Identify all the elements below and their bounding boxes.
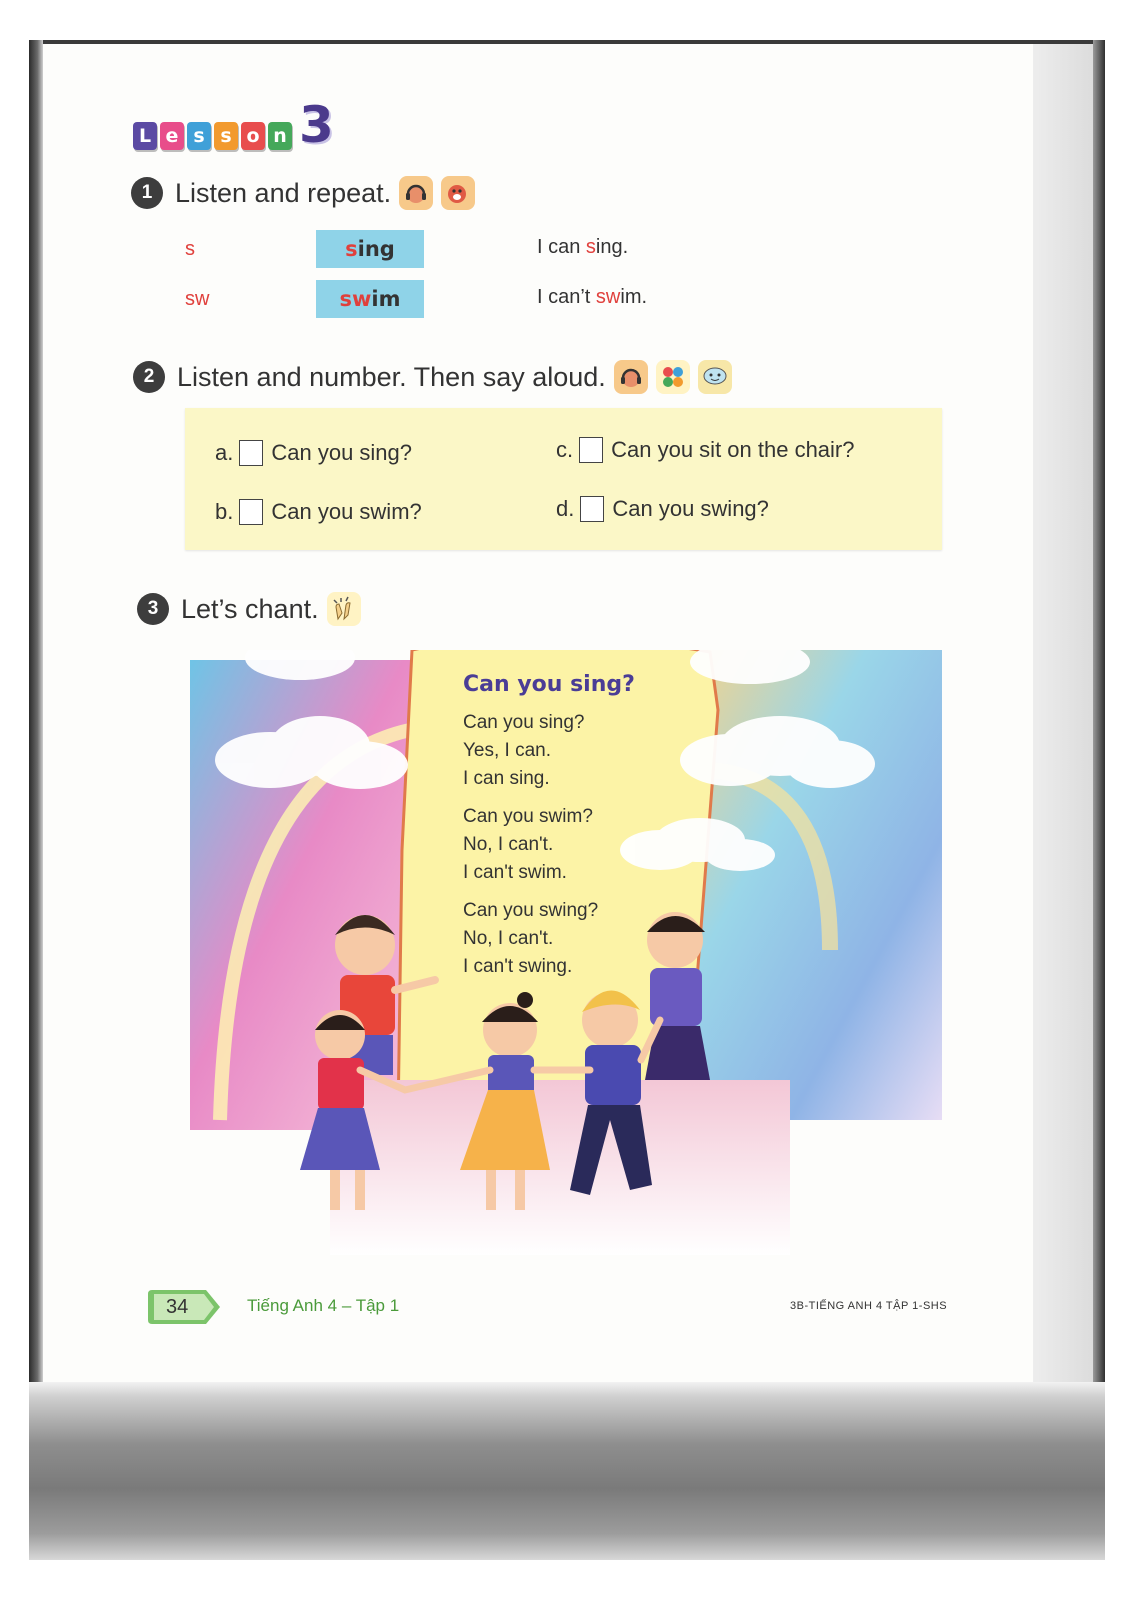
answer-checkbox[interactable]	[579, 437, 603, 463]
question-box	[185, 408, 942, 550]
speaking-icon	[441, 176, 475, 210]
chant-line: I can't swim.	[463, 862, 567, 883]
page-number: 34	[166, 1296, 189, 1318]
question-text: Can you swim?	[271, 499, 422, 524]
chant-stanza	[463, 897, 693, 981]
lesson-letter-tile: e	[160, 122, 184, 150]
chant-line: No, I can't.	[463, 834, 554, 855]
chant-stanza	[463, 709, 693, 793]
headphones-icon	[399, 176, 433, 210]
headphones-icon	[614, 360, 648, 394]
phonics-sound: sw	[185, 288, 210, 310]
answer-checkbox[interactable]	[580, 496, 604, 522]
answer-checkbox[interactable]	[239, 499, 263, 525]
question-text: Can you sing?	[271, 440, 413, 465]
phonics-sentence	[537, 286, 647, 309]
lesson-letter-tile: s	[214, 122, 238, 150]
section-number: 3	[137, 593, 169, 625]
word-highlight: sw	[339, 287, 372, 311]
sentence-highlight: sw	[595, 286, 621, 308]
sentence-end: im.	[620, 286, 648, 308]
phonics-word	[316, 280, 424, 318]
scan-border-left	[29, 40, 43, 1560]
numbers-icon	[656, 360, 690, 394]
question-item	[556, 437, 855, 463]
print-code: 3B-TIẾNG ANH 4 TẬP 1-SHS	[790, 1300, 948, 1312]
sky-right	[690, 650, 942, 1120]
section-title: Let’s chant.	[181, 593, 319, 624]
sentence-start: I can’t	[537, 286, 596, 308]
lesson-title	[133, 96, 334, 154]
lesson-number: 3	[299, 96, 334, 154]
section-number: 1	[131, 177, 163, 209]
phonics-sentence	[537, 236, 628, 259]
page-edge	[1033, 44, 1093, 1382]
phonics-sound: s	[185, 238, 195, 260]
question-item	[215, 440, 412, 466]
sentence-highlight: s	[585, 236, 596, 258]
phonics-word	[316, 230, 424, 268]
question-item	[556, 496, 769, 522]
chant-line: Yes, I can.	[463, 740, 552, 761]
chant-line: Can you swim?	[463, 806, 593, 827]
question-text: Can you swing?	[612, 496, 769, 521]
question-text: Can you sit on the chair?	[611, 437, 855, 462]
section-lets-chant	[137, 592, 361, 626]
chant-text	[463, 672, 693, 991]
lesson-letter-tile: o	[241, 122, 265, 150]
section-title: Listen and number. Then say aloud.	[177, 361, 606, 392]
chant-line: Can you sing?	[463, 712, 585, 733]
section-title: Listen and repeat.	[175, 177, 392, 208]
sentence-start: I can	[537, 236, 586, 258]
lesson-letter-tile: s	[187, 122, 211, 150]
book-title: Tiếng Anh 4 – Tập 1	[247, 1296, 400, 1315]
chant-line: No, I can't.	[463, 928, 554, 949]
question-letter: d.	[556, 496, 575, 521]
scan-border-right	[1093, 40, 1105, 1560]
question-letter: c.	[556, 437, 574, 462]
sentence-end: ing.	[595, 236, 629, 258]
chant-stanza	[463, 803, 693, 887]
lesson-letter-tile: n	[268, 122, 292, 150]
phonics-row	[185, 280, 885, 320]
section-listen-number	[133, 360, 732, 394]
word-highlight: s	[345, 237, 358, 261]
question-letter: b.	[215, 499, 234, 524]
question-letter: a.	[215, 440, 234, 465]
scan-shadow-bottom	[29, 1382, 1105, 1560]
lesson-letter-tile: L	[133, 122, 157, 150]
word-rest: im	[371, 287, 401, 311]
chant-line: I can sing.	[463, 768, 550, 789]
ground	[330, 1080, 790, 1255]
question-item	[215, 499, 422, 525]
chant-line: I can't swing.	[463, 956, 573, 977]
section-listen-repeat	[131, 176, 475, 210]
phonics-row	[185, 230, 885, 270]
word-rest: ing	[357, 237, 395, 261]
speech-bubble-icon	[698, 360, 732, 394]
chant-title: Can you sing?	[463, 672, 635, 697]
section-number: 2	[133, 361, 165, 393]
clapping-hands-icon	[327, 592, 361, 626]
answer-checkbox[interactable]	[239, 440, 263, 466]
chant-line: Can you swing?	[463, 900, 599, 921]
